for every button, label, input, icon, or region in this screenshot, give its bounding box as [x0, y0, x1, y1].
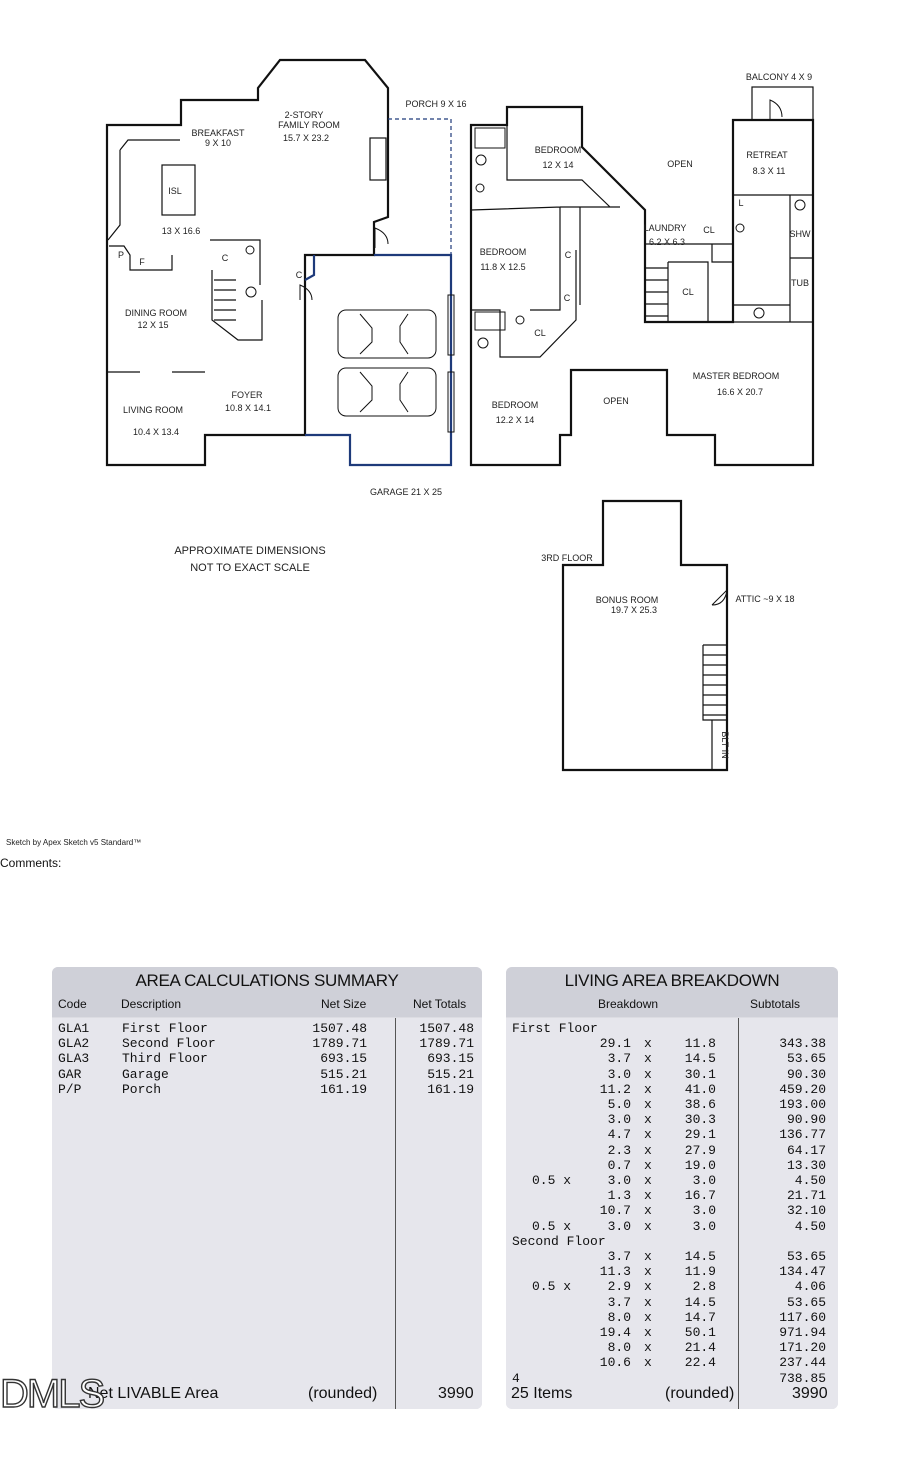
- car-icon: [338, 310, 436, 416]
- breakdown-factor: 0.5 x: [532, 1173, 572, 1188]
- breakdown-b: 16.7: [684, 1188, 716, 1204]
- label-breakfast: BREAKFAST: [191, 128, 245, 138]
- balcony: [752, 87, 813, 120]
- door-swing: [300, 100, 782, 605]
- breakdown-subtotal: 13.30: [786, 1157, 826, 1173]
- summary-cell-net_total: 693.15: [427, 1051, 474, 1067]
- svg-text:10.8 X 14.1: 10.8 X 14.1: [224, 403, 272, 413]
- breakdown-a: 10.7: [599, 1203, 631, 1219]
- col-net-totals: Net Totals: [413, 997, 467, 1011]
- breakdown-a: 19.4: [599, 1325, 631, 1340]
- breakdown-x: x: [644, 1218, 652, 1234]
- breakdown-section: Second Floor: [512, 1233, 606, 1249]
- svg-text:FAMILY ROOM: FAMILY ROOM: [278, 120, 340, 130]
- breakdown-subtotal: 53.65: [786, 1051, 826, 1067]
- items-count: 25 Items: [511, 1385, 573, 1402]
- breakdown-subtotal: 237.44: [779, 1355, 826, 1371]
- breakdown-b: 50.1: [684, 1325, 716, 1340]
- breakdown-x: x: [644, 1157, 652, 1173]
- breakdown-subtotal: 21.71: [786, 1188, 826, 1204]
- breakdown-a: 29.1: [599, 1036, 631, 1052]
- summary-cell-code: P/P: [58, 1081, 82, 1097]
- breakdown-subtotal: 90.90: [786, 1112, 826, 1128]
- breakdown-a: 4.7: [607, 1127, 631, 1143]
- garage-outline: [305, 255, 451, 465]
- summary-cell-description: Third Floor: [122, 1051, 208, 1067]
- breakdown-x: x: [644, 1294, 652, 1310]
- label-porch: PORCH 9 X 16: [405, 99, 467, 109]
- svg-text:16.6 X 20.7: 16.6 X 20.7: [716, 387, 764, 397]
- svg-text:OPEN: OPEN: [667, 159, 693, 169]
- net-livable-label: Net LIVABLE Area: [88, 1385, 219, 1402]
- label-bedroom-1: BEDROOM: [534, 145, 582, 155]
- col-net-size: Net Size: [321, 997, 367, 1011]
- svg-text:C: C: [295, 270, 303, 280]
- second-floor-outline: [471, 107, 813, 465]
- label-family-room: 2-STORY: [284, 110, 324, 120]
- breakdown-x: x: [644, 1249, 652, 1264]
- label-third-floor: 3RD FLOOR: [541, 553, 593, 563]
- label-dining-room: DINING ROOM: [125, 308, 187, 318]
- svg-text:10.4 X 13.4: 10.4 X 13.4: [132, 427, 180, 437]
- breakdown-b: 19.0: [684, 1157, 716, 1173]
- breakdown-subtotal: 738.85: [779, 1370, 826, 1386]
- breakdown-a: 11.3: [599, 1264, 631, 1280]
- breakdown-rounded: (rounded): [665, 1385, 735, 1402]
- breakdown-subtotal: 459.20: [779, 1081, 826, 1097]
- breakdown-x: x: [644, 1036, 652, 1052]
- col-subtotals: Subtotals: [750, 997, 801, 1011]
- breakdown-subtotal: 134.47: [779, 1264, 826, 1280]
- first-floor-walls: [108, 140, 262, 372]
- svg-text:15.7 X 23.2: 15.7 X 23.2: [282, 133, 330, 143]
- breakdown-b: 2.8: [692, 1279, 716, 1295]
- label-bonus-room: BONUS ROOM: [595, 595, 659, 605]
- breakdown-a: 2.3: [607, 1142, 631, 1158]
- summary-cell-net_size: 515.21: [320, 1066, 367, 1082]
- breakdown-b: 14.5: [684, 1294, 716, 1310]
- fireplace: [370, 138, 386, 180]
- breakdown-subtotal: 117.60: [779, 1309, 826, 1325]
- label-balcony: BALCONY 4 X 9: [745, 72, 813, 82]
- summary-cell-net_total: 161.19: [427, 1081, 474, 1097]
- summary-cell-description: First Floor: [122, 1021, 208, 1036]
- breakdown-b: 11.8: [684, 1036, 716, 1052]
- breakdown-a: 3.0: [607, 1066, 631, 1082]
- breakdown-a: 3.0: [607, 1112, 631, 1128]
- svg-text:12 X 15: 12 X 15: [137, 320, 169, 330]
- breakdown-a: 3.0: [607, 1218, 631, 1234]
- area-calculations-panel: [52, 967, 482, 1409]
- summary-cell-code: GAR: [58, 1066, 82, 1082]
- breakdown-a: 11.2: [599, 1081, 631, 1097]
- breakdown-subtotal: 136.77: [779, 1127, 826, 1143]
- svg-text:CL: CL: [682, 287, 694, 297]
- label-garage: GARAGE 21 X 25: [369, 487, 443, 497]
- living-breakdown-title: LIVING AREA BREAKDOWN: [564, 971, 780, 990]
- living-area-panel: [506, 967, 838, 1409]
- breakdown-x: x: [644, 1325, 652, 1340]
- breakdown-b: 27.9: [684, 1142, 716, 1158]
- breakdown-a: 8.0: [607, 1309, 631, 1325]
- label-living-room: LIVING ROOM: [122, 405, 184, 415]
- svg-text:12.2 X 14: 12.2 X 14: [495, 415, 535, 425]
- label-retreat: RETREAT: [746, 150, 788, 160]
- label-master-bedroom: MASTER BEDROOM: [692, 371, 780, 381]
- breakdown-x: x: [644, 1051, 652, 1067]
- svg-text:SHW: SHW: [789, 229, 811, 239]
- label-bedroom-2: BEDROOM: [479, 247, 527, 257]
- svg-text:CL: CL: [703, 225, 715, 235]
- breakdown-x: x: [644, 1264, 652, 1280]
- breakdown-x: x: [644, 1188, 652, 1204]
- summary-cell-net_total: 1789.71: [419, 1036, 474, 1052]
- breakdown-a: 5.0: [607, 1097, 631, 1112]
- svg-text:C: C: [221, 253, 229, 263]
- breakdown-x: x: [644, 1112, 652, 1128]
- summary-total: 3990: [438, 1385, 474, 1402]
- breakdown-b: 41.0: [684, 1081, 716, 1097]
- breakdown-x: x: [644, 1066, 652, 1082]
- breakdown-a: 3.0: [607, 1173, 631, 1188]
- breakdown-factor: 0.5 x: [532, 1218, 572, 1234]
- breakdown-a: 10.6: [599, 1355, 631, 1371]
- breakdown-x: x: [644, 1355, 652, 1371]
- breakdown-x: x: [644, 1127, 652, 1143]
- breakdown-subtotal: 53.65: [786, 1294, 826, 1310]
- svg-text:12 X 14: 12 X 14: [542, 160, 574, 170]
- label-laundry: LAUNDRY: [643, 223, 687, 233]
- breakdown-subtotal: 971.94: [779, 1325, 826, 1340]
- comments-label: Comments:: [0, 856, 62, 870]
- breakdown-factor: 0.5 x: [532, 1279, 572, 1295]
- breakdown-subtotal: 64.17: [786, 1142, 826, 1158]
- breakdown-b: 30.1: [684, 1066, 716, 1082]
- third-floor-outline: [563, 501, 727, 770]
- breakdown-subtotal: 171.20: [779, 1340, 826, 1356]
- svg-text:9 X 10: 9 X 10: [204, 138, 232, 148]
- breakdown-x: x: [644, 1279, 652, 1295]
- breakdown-b: 21.4: [684, 1340, 716, 1356]
- breakdown-x: x: [644, 1081, 652, 1097]
- breakdown-a: 3.7: [607, 1051, 631, 1067]
- svg-text:13 X 16.6: 13 X 16.6: [161, 226, 201, 236]
- summary-cell-code: GLA1: [58, 1021, 90, 1036]
- breakdown-x: x: [644, 1309, 652, 1325]
- breakdown-subtotal: 4.50: [794, 1218, 826, 1234]
- svg-text:19.7 X 25.3: 19.7 X 25.3: [610, 605, 658, 615]
- summary-cell-net_total: 1507.48: [419, 1021, 474, 1036]
- breakdown-b: 14.5: [684, 1051, 716, 1067]
- summary-cell-description: Porch: [122, 1081, 162, 1097]
- breakdown-subtotal: 90.30: [786, 1066, 826, 1082]
- svg-text:P: P: [117, 250, 125, 260]
- label-foyer: FOYER: [231, 390, 263, 400]
- svg-text:L: L: [738, 198, 744, 208]
- summary-cell-description: Garage: [122, 1066, 169, 1082]
- breakdown-factor: 4: [512, 1370, 520, 1386]
- breakdown-b: 29.1: [684, 1127, 716, 1143]
- breakdown-x: x: [644, 1142, 652, 1158]
- breakdown-subtotal: 4.06: [794, 1279, 826, 1295]
- mls-logo: DMLS: [0, 1372, 104, 1416]
- breakdown-b: 14.7: [684, 1309, 716, 1325]
- breakdown-x: x: [644, 1173, 652, 1188]
- breakdown-a: 3.7: [607, 1294, 631, 1310]
- summary-rounded: (rounded): [308, 1385, 378, 1402]
- svg-text:6.2 X 6.3: 6.2 X 6.3: [648, 237, 686, 247]
- summary-cell-code: GLA3: [58, 1051, 90, 1067]
- porch-outline: [388, 119, 451, 255]
- summary-cell-code: GLA2: [58, 1036, 90, 1052]
- breakdown-subtotal: 343.38: [779, 1036, 826, 1052]
- breakdown-b: 11.9: [684, 1264, 716, 1280]
- breakdown-b: 30.3: [684, 1112, 716, 1128]
- breakdown-subtotal: 32.10: [786, 1203, 826, 1219]
- breakdown-x: x: [644, 1340, 652, 1356]
- svg-text:11.8 X 12.5: 11.8 X 12.5: [480, 262, 526, 272]
- summary-cell-net_size: 1507.48: [312, 1021, 367, 1036]
- breakdown-x: x: [644, 1097, 652, 1112]
- breakdown-b: 22.4: [684, 1355, 716, 1371]
- svg-text:8.3 X 11: 8.3 X 11: [752, 166, 786, 176]
- summary-cell-net_size: 1789.71: [312, 1036, 367, 1052]
- breakdown-subtotal: 4.50: [794, 1173, 826, 1188]
- summary-cell-net_size: 161.19: [320, 1081, 367, 1097]
- sketch-credit: Sketch by Apex Sketch v5 Standard™: [6, 838, 142, 847]
- breakdown-a: 8.0: [607, 1340, 631, 1356]
- label-bedroom-3: BEDROOM: [491, 400, 539, 410]
- breakdown-total: 3990: [792, 1385, 828, 1402]
- label-attic: ATTIC ~9 X 18: [735, 594, 795, 604]
- svg-text:OPEN: OPEN: [603, 396, 629, 406]
- breakdown-subtotal: 53.65: [786, 1249, 826, 1264]
- breakdown-b: 3.0: [692, 1203, 716, 1219]
- svg-text:C: C: [563, 293, 571, 303]
- breakdown-x: x: [644, 1203, 652, 1219]
- breakdown-b: 38.6: [684, 1097, 716, 1112]
- summary-cell-net_total: 515.21: [427, 1066, 474, 1082]
- breakdown-b: 3.0: [692, 1218, 716, 1234]
- breakdown-a: 1.3: [607, 1188, 631, 1204]
- breakdown-a: 0.7: [607, 1157, 631, 1173]
- breakdown-a: 3.7: [607, 1249, 631, 1264]
- label-built-in: BLT IN: [720, 731, 730, 759]
- scale-note: APPROXIMATE DIMENSIONS NOT TO EXACT SCALE: [174, 545, 326, 574]
- col-breakdown: Breakdown: [598, 997, 659, 1011]
- svg-text:C: C: [564, 250, 572, 260]
- svg-text:F: F: [139, 257, 145, 267]
- breakdown-b: 14.5: [684, 1249, 716, 1264]
- col-description: Description: [121, 997, 182, 1011]
- breakdown-a: 2.9: [607, 1279, 631, 1295]
- breakdown-subtotal: 193.00: [779, 1097, 826, 1112]
- summary-cell-description: Second Floor: [122, 1036, 216, 1052]
- svg-text:TUB: TUB: [791, 278, 809, 288]
- breakdown-section: First Floor: [512, 1021, 598, 1036]
- svg-text:CL: CL: [534, 328, 546, 338]
- col-code: Code: [58, 997, 87, 1011]
- breakdown-b: 3.0: [692, 1173, 716, 1188]
- summary-cell-net_size: 693.15: [320, 1051, 367, 1067]
- svg-text:ISL: ISL: [168, 186, 182, 196]
- area-summary-title: AREA CALCULATIONS SUMMARY: [135, 971, 399, 990]
